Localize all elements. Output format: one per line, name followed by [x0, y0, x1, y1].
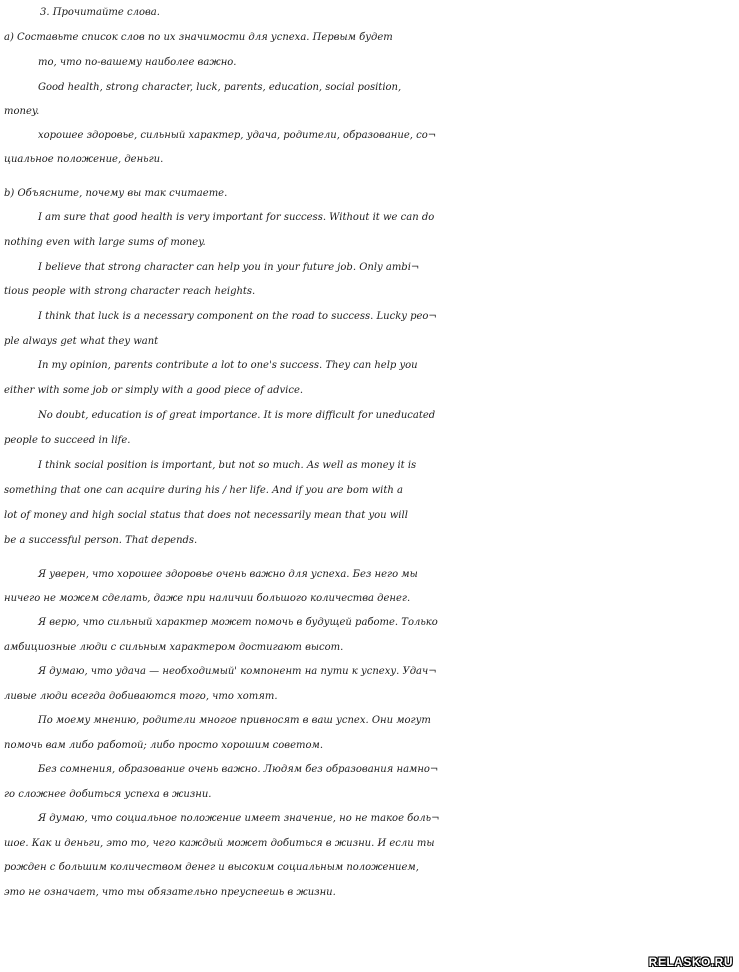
russian-line: помочь вам либо работой; либо просто хорошим советом. — [4, 740, 324, 751]
words-russian-line-1: хорошее здоровье, сильный характер, удача, родители, образование, со¬ — [38, 130, 437, 141]
english-line: be a successful person. That depends. — [4, 535, 198, 546]
english-line: lot of money and high social status that does not necessarily mean that you will — [4, 510, 408, 521]
russian-line: го сложнее добиться успеха в жизни. — [4, 789, 212, 800]
english-line: people to succeed in life. — [4, 435, 131, 446]
russian-line: это не означает, что ты обязательно преуспеешь в жизни. — [4, 887, 336, 898]
english-line: tious people with strong character reach heights. — [4, 286, 256, 297]
english-line: something that one can acquire during his / her life. And if you are bom with a — [4, 485, 403, 496]
russian-line: Я думаю, что удача — необходимый' компонент на пути к успеху. Удач¬ — [38, 666, 437, 677]
task-a-instruction-line-2: то, что по-вашему наиболее важно. — [38, 57, 237, 68]
russian-line: Без сомнения, образование очень важно. Людям без образования намно¬ — [38, 764, 439, 775]
russian-line: амбициозные люди с сильным характером достигают высот. — [4, 642, 344, 653]
words-english-line-2: money. — [4, 106, 40, 117]
russian-line: Я уверен, что хорошее здоровье очень важно для успеха. Без него мы — [38, 569, 418, 580]
words-english-line-1: Good health, strong character, luck, parents, education, social position, — [38, 82, 402, 93]
words-russian-line-2: циальное положение, деньги. — [4, 154, 164, 165]
english-line: I think social position is important, but not so much. As well as money it is — [38, 460, 417, 471]
english-line: No doubt, education is of great importance. It is more difficult for uneducated — [38, 410, 436, 421]
russian-line: Я верю, что сильный характер может помочь в будущей работе. Только — [38, 617, 438, 628]
english-line: I think that luck is a necessary component on the road to success. Lucky peo¬ — [38, 311, 437, 322]
english-line: I am sure that good health is very important for success. Without it we can do — [38, 212, 435, 223]
exercise-header: 3. Прочитайте слова. — [40, 7, 160, 18]
russian-line: шое. Как и деньги, это то, чего каждый может добиться в жизни. И если ты — [4, 838, 435, 849]
russian-line: рожден с большим количеством денег и высоким социальным положением, — [4, 862, 419, 873]
russian-line: ничего не можем сделать, даже при наличии большого количества денег. — [4, 593, 411, 604]
site-watermark: RELASKO.RU — [648, 955, 733, 969]
english-line: nothing even with large sums of money. — [4, 237, 206, 248]
english-line: In my opinion, parents contribute a lot to one's success. They can help you — [38, 360, 418, 371]
english-line: ple always get what they want — [4, 336, 159, 347]
russian-line: Я думаю, что социальное положение имеет значение, но не такое боль¬ — [38, 813, 440, 824]
task-a-instruction-line-1: а) Составьте список слов по их значимости для успеха. Первым будет — [4, 32, 393, 43]
english-line: I believe that strong character can help you in your future job. Only ambi¬ — [38, 262, 420, 273]
english-line: either with some job or simply with a good piece of advice. — [4, 385, 304, 396]
task-b-instruction: b) Объясните, почему вы так считаете. — [4, 188, 228, 199]
russian-line: ливые люди всегда добиваются того, что хотят. — [4, 691, 278, 702]
russian-line: По моему мнению, родители многое привносят в ваш успех. Они могут — [38, 715, 431, 726]
